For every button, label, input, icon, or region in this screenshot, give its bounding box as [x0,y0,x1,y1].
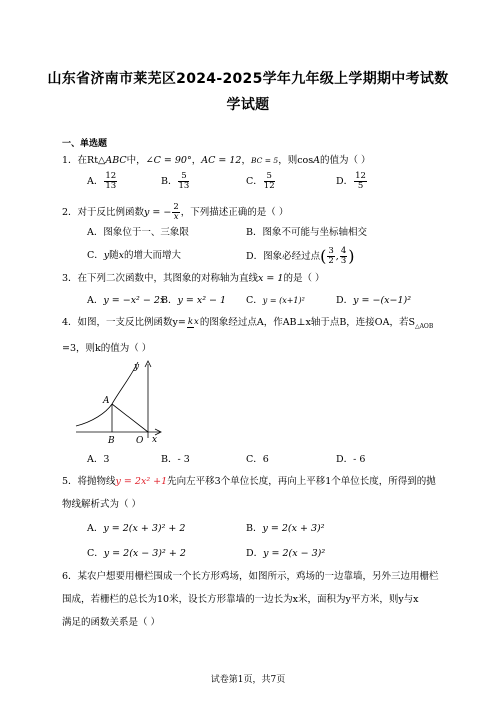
q1-text-b: 中， [126,155,146,166]
q5-option-d [246,549,325,559]
segment-oa [112,404,148,432]
q1-option-d-label: D． [336,175,354,187]
q1-sep2: ， [241,155,251,166]
q1-option-b-fraction [178,172,189,191]
q3-a-label: A． [87,295,104,306]
q2-fraction [172,203,179,222]
q1-a-den: 13 [105,180,117,191]
q3-d-label: D． [336,295,354,306]
q1-option-a [87,172,118,191]
q5-d-expr: y = 2(x − 3)² [263,548,326,559]
q1-b-num: 5 [178,172,189,182]
question-3-stem [62,274,324,284]
q1-option-c [246,172,276,191]
q2-c-y: y [103,250,110,261]
question-5-stem [62,477,436,487]
q4-den: x [194,317,199,328]
q3-option-b [161,296,226,306]
q1-d-den: 5 [357,180,364,191]
q4-option-d: D．- 6 [336,454,366,465]
q2-d-d2: 3 [340,255,347,266]
q1-angle: ∠C = 90° [145,155,192,166]
q2-d-label: D．图象必经过点 [246,250,321,262]
q3-d-expr: y = −(x−1)² [353,295,412,306]
q2-d-frac1 [327,247,334,266]
q5-option-a [87,524,185,534]
q1-text-a: 1．在Rt△ [62,155,106,166]
q3-c-expr: y = (x+1)² [262,296,305,305]
q3-b-expr: y = x² − 1 [177,295,227,306]
question-6-line3: 满足的函数关系是（ ） [62,617,161,628]
q5-option-c [87,549,186,559]
q2-option-d [246,247,355,266]
q4-fraction [187,318,199,327]
section-heading: 一、单选题 [62,139,108,149]
question-6-line2: 围成，若栅栏的总长为10米，设长方形靠墙的一边长为x米，面积为y平方米，则y与x [62,594,419,605]
question-4-stem [62,318,433,330]
q2-d-open-paren: ( [320,246,327,266]
q1-bc: BC = 5 [250,156,279,165]
q3-b-label: B． [161,295,178,306]
q4-subscript: △AOB [414,322,434,330]
q1-option-d-fraction [354,172,367,191]
q2-d-sep: , [335,250,339,262]
q4-line2: =3，则k的值为（ ） [62,343,152,354]
q5-c-label: C． [87,548,104,559]
q3-a-expr: y = −x² − 2x [103,295,166,306]
q2-option-b: B．图象不可能与坐标轴相交 [246,227,367,238]
q4-text-b: 的图象经过点A，作AB⊥x轴于点B，连接OA，若S [199,317,415,328]
q2-option-a: A．图象位于一、三象限 [87,227,189,238]
q1-option-b-label: B． [161,175,178,187]
q3-option-d [336,296,411,306]
q1-option-a-label: A． [87,175,104,187]
q2-d-n1: 3 [328,246,334,256]
q2-d-n2: 4 [340,246,347,256]
q1-ac: AC = 12 [201,155,242,166]
q5-option-b [246,524,325,534]
q1-option-a-fraction [104,172,117,191]
q2-text-a: 2．对于反比例函数 [62,206,145,218]
q1-sep1: ， [191,155,202,166]
q1-a-num: 12 [105,171,117,181]
q1-c-den: 12 [263,180,275,191]
q1-var-a: A [313,155,320,166]
q2-d-frac2 [340,247,347,266]
q5-d-label: D． [246,548,264,559]
q5-text-a: 5．将抛物线 [62,476,116,487]
q2-text-b: ，下列描述正确的是（ ） [180,206,289,218]
hyperbola-curve [76,362,138,426]
q4-option-b: B．- 3 [161,454,190,465]
page-footer: 试卷第1页，共7页 [210,675,286,685]
question-2-stem [62,203,288,222]
q2-d-d1: 2 [328,255,334,266]
question-6-line1: 6．某农户想要用栅栏围成一个长方形鸡场，如图所示，鸡场的一边靠墙，另外三边用栅栏 [62,571,439,582]
q4-option-c: C．6 [246,454,269,465]
exam-title-line1: 山东省济南市莱芜区2024-2025学年九年级上学期期中考试数 [47,71,449,87]
q1-option-c-label: C． [246,175,263,187]
q3-line: x = 1 [258,273,284,284]
q3-option-a [87,296,165,306]
q5-text-b: 先向左平移3个单位长度，再向上平移1个单位长度，所得到的抛 [167,476,436,487]
q1-option-c-fraction [264,172,275,191]
question-1-stem [62,156,371,166]
fig-label-y: y [134,362,140,372]
q1-text-d: 的值为（ ） [319,155,371,166]
q1-option-b [161,172,190,191]
q2-den: x [173,211,179,222]
q3-c-label: C． [246,295,263,306]
fig-label-a: A [103,396,110,406]
fig-label-b: B [108,436,115,446]
q1-text-c: ，则cos [278,155,314,166]
q5-a-expr: y = 2(x + 3)² + 2 [103,523,186,534]
q2-d-close-paren: ) [348,246,355,266]
q1-c-num: 5 [264,172,275,182]
q4-figure [72,358,172,448]
q4-text-a: 4．如图，一支反比例函数y= [62,317,186,328]
q3-text-b: 的是（ ） [283,273,325,284]
q5-b-label: B． [246,523,263,534]
q3-option-c [246,296,305,306]
q5-parabola: y = 2x² +1 [115,476,168,487]
q1-triangle: ABC [105,155,127,166]
q4-option-a: A．3 [87,454,110,465]
q5-a-label: A． [87,523,104,534]
q1-d-num: 12 [355,171,366,181]
q5-c-expr: y = 2(x − 3)² + 2 [103,548,186,559]
q1-b-den: 13 [178,180,190,191]
q2-func-lhs: y = − [144,206,172,218]
fig-label-o: O [136,436,144,446]
q2-num: 2 [173,202,179,212]
q2-c-text1: 随 [109,250,119,261]
q1-option-d [336,172,368,191]
q2-option-c [87,251,181,261]
fig-label-x: x [152,435,158,445]
q4-num: k [187,317,194,328]
q3-text-a: 3．在下列二次函数中，其图象的对称轴为直线 [62,273,259,284]
exam-title-line2: 学试题 [226,97,270,113]
q2-c-text2: 的增大而增大 [124,250,182,261]
q5-b-expr: y = 2(x + 3)² [262,523,325,534]
q2-c-label: C． [87,250,104,261]
q5-line2: 物线解析式为（ ） [62,499,142,510]
q2-c-x: x [118,250,125,261]
